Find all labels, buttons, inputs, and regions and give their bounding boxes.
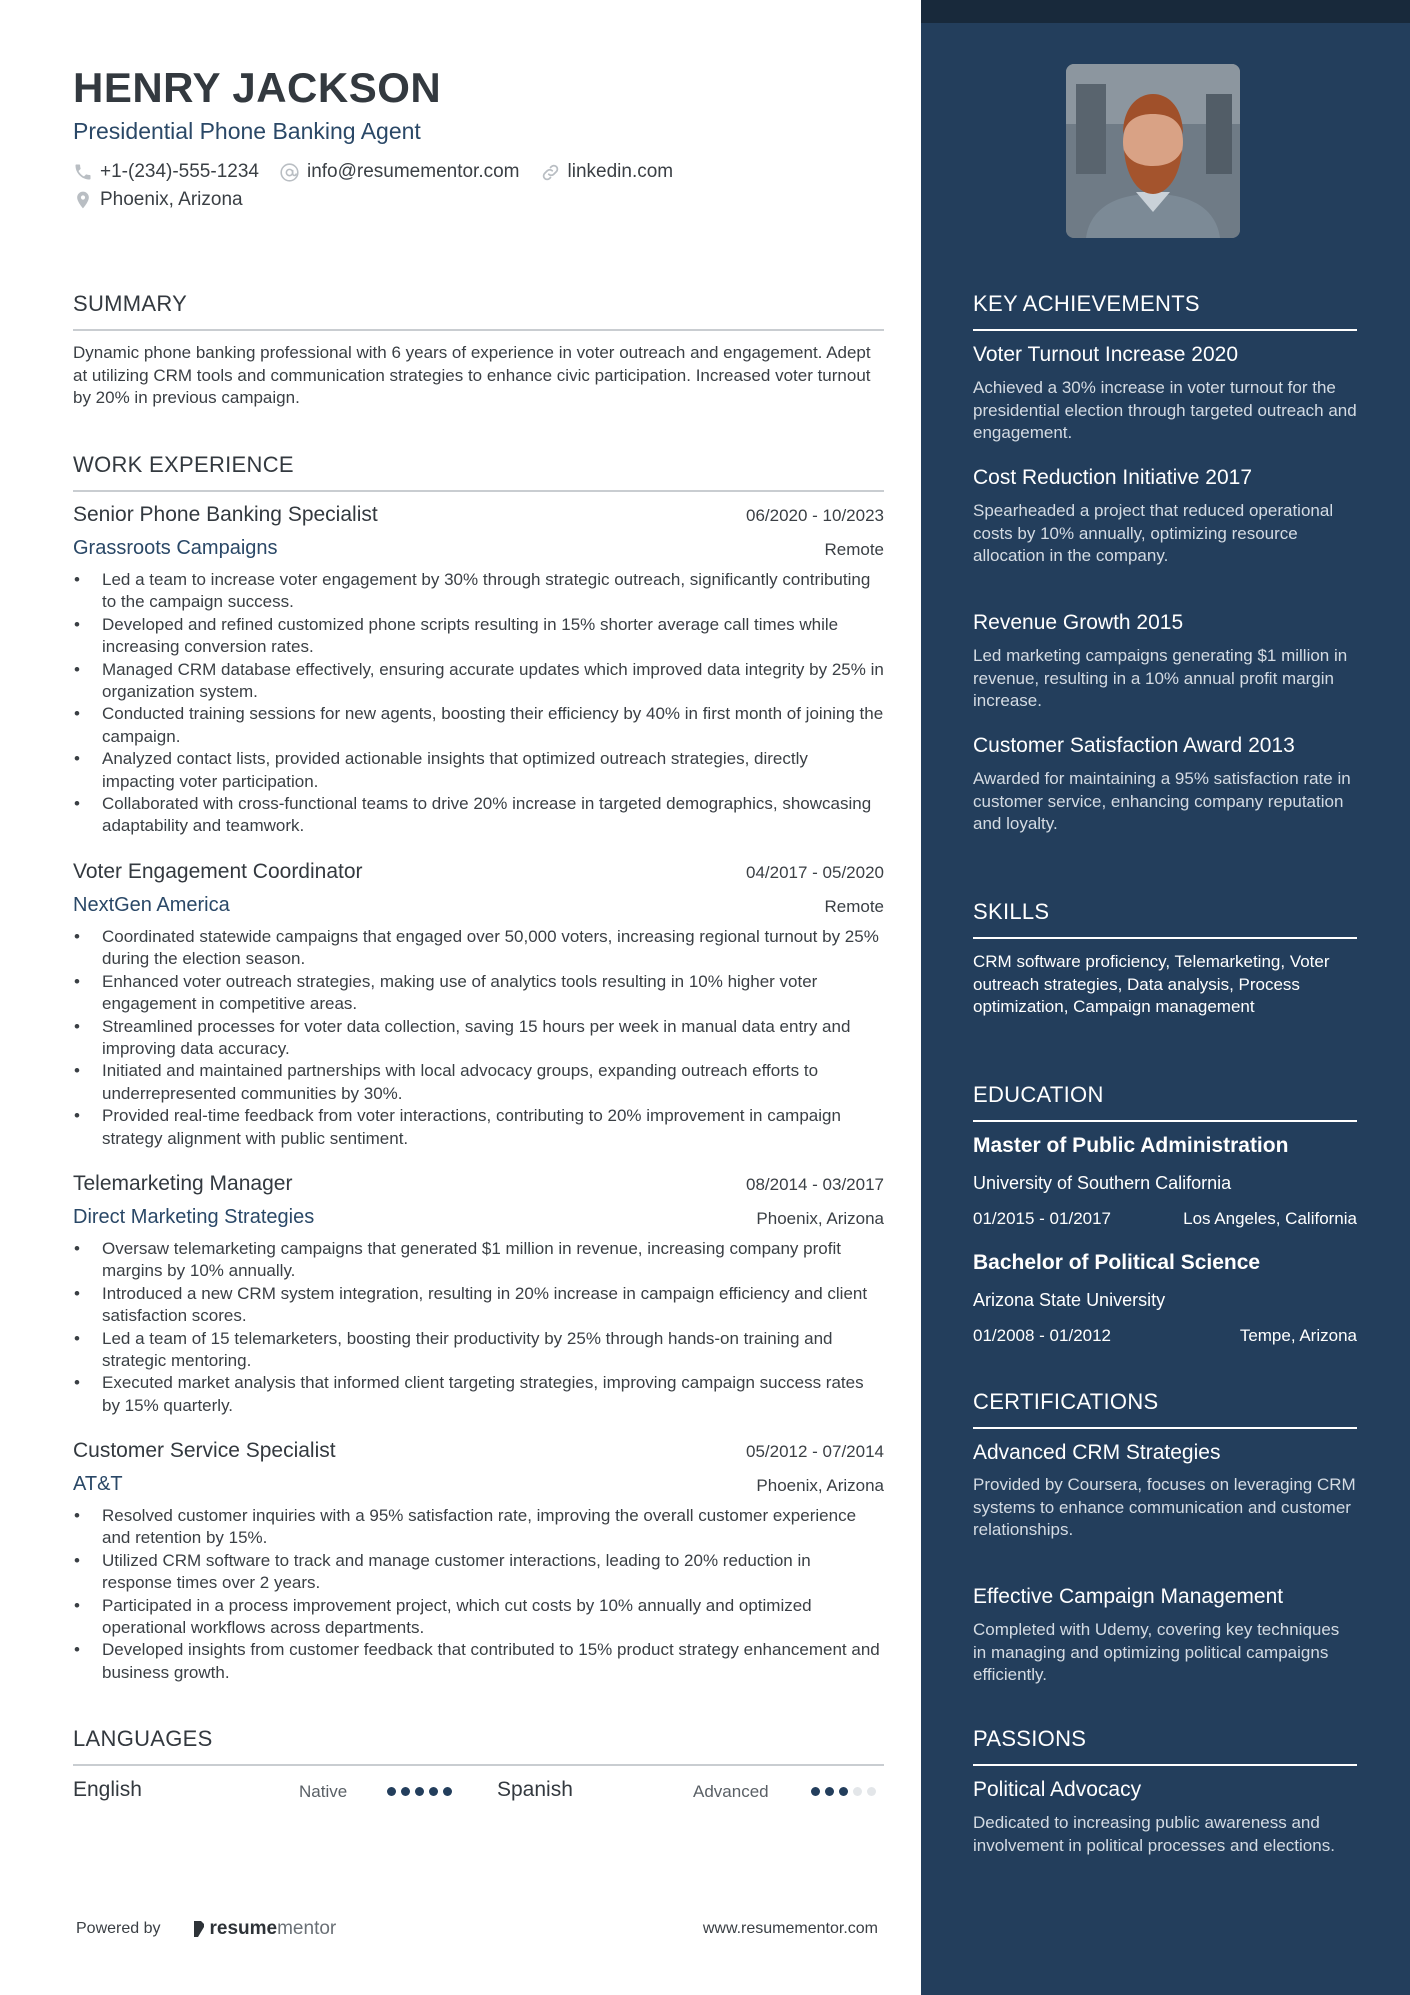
education-heading [973,1082,1357,1108]
job-company: Grassroots Campaigns [73,537,278,559]
education-school: Arizona State University [973,1290,1166,1310]
rating-dot [811,1787,820,1796]
languages-heading [73,1726,884,1752]
job-title: Senior Phone Banking Specialist [73,503,378,526]
list-item: • Provided real-time feedback from voter interactions, contributing to 20% improvement in campaign strategy alignment with public sentiment. [73,1105,884,1150]
candidate-title: Presidential Phone Banking Agent [73,118,421,144]
passions-heading-text: PASSIONS [973,1726,1087,1751]
list-item: • Collaborated with cross-functional teams to drive 20% increase in targeted demographics, showcasing adaptability and teamwork. [73,793,884,838]
achievements-heading [973,291,1357,317]
rating-dot [415,1787,424,1796]
job-company: NextGen America [73,894,230,916]
person-portrait-icon [1066,64,1240,238]
certification-title: Effective Campaign Management [973,1585,1284,1608]
job-title: Voter Engagement Coordinator [73,860,363,883]
contact-email[interactable] [279,161,520,183]
job-entry [73,1439,884,1684]
achievement-title: Cost Reduction Initiative 2017 [973,466,1252,489]
footer-website[interactable]: www.resumementor.com [702,1920,878,1937]
experience-heading-text: WORK EXPERIENCE [73,452,294,477]
rating-dot [853,1787,862,1796]
achievement-title: Voter Turnout Increase 2020 [973,343,1239,366]
list-item: • Managed CRM database effectively, ensuring accurate updates which improved data integrity by 25% in organization system. [73,659,884,704]
resumementor-logo[interactable] [191,1918,337,1940]
phone-text: +1-(234)-555-1234 [100,161,259,182]
education-heading-text: EDUCATION [973,1082,1104,1107]
job-dates: 04/2017 - 05/2020 [745,863,884,882]
certifications-heading-text: CERTIFICATIONS [973,1389,1159,1414]
contact-row [73,161,693,183]
language-rating [811,1787,881,1796]
job-company: AT&T [73,1473,123,1495]
location-text: Phoenix, Arizona [100,189,243,210]
summary-heading [73,291,884,317]
divider [973,1764,1357,1766]
summary-text: Dynamic phone banking professional with 6 years of experience in voter outreach and engagement. Adept at utilizing CRM tools and communication strategies to enhance civic participation. Increased voter turnout by 20% in previous campaign. [73,343,871,407]
job-entry [73,503,884,838]
passion-title: Political Advocacy [973,1778,1142,1801]
rating-dot [867,1787,876,1796]
rating-dot [387,1787,396,1796]
experience-heading [73,452,884,478]
logo-text-bold: resume [209,1918,278,1939]
candidate-name: HENRY JACKSON [73,64,442,111]
passions-heading [973,1726,1357,1752]
achievement-text: Spearheaded a project that reduced operational costs by 10% annually, optimizing resource allocation in the company. [973,501,1334,565]
rating-dot [839,1787,848,1796]
link-icon [540,162,561,183]
contact-row-2 [73,189,263,211]
list-item: • Enhanced voter outreach strategies, making use of analytics tools resulting in 10% higher voter engagement in competitive areas. [73,971,884,1016]
rating-dot [825,1787,834,1796]
list-item: • Streamlined processes for voter data collection, saving 15 hours per week in manual data entry and improving data accuracy. [73,1016,884,1061]
phone-icon [73,162,93,182]
certification-text: Provided by Coursera, focuses on leveraging CRM systems to enhance communication and customer relationships. [973,1475,1356,1539]
divider [973,1427,1357,1429]
job-location: Phoenix, Arizona [756,1209,884,1228]
linkedin-text: linkedin.com [567,161,674,182]
languages-heading-text: LANGUAGES [73,1726,213,1751]
list-item: • Executed market analysis that informed client targeting strategies, improving campaign success rates by 15% quarterly. [73,1372,884,1417]
job-header [73,860,884,890]
certification-title: Advanced CRM Strategies [973,1441,1221,1464]
achievement-title: Revenue Growth 2015 [973,611,1184,634]
education-school: University of Southern California [973,1173,1232,1193]
list-item: • Led a team of 15 telemarketers, boosting their productivity by 25% through hands-on training and strategic mentoring. [73,1328,884,1373]
education-degree: Master of Public Administration [973,1134,1289,1157]
summary-heading-text: SUMMARY [73,291,188,316]
list-item: • Led a team to increase voter engagement by 30% through strategic outreach, significantly contributing to the campaign success. [73,569,884,614]
language-name: Spanish [497,1778,573,1801]
divider [73,1764,884,1766]
list-item: • Developed insights from customer feedback that contributed to 15% product strategy enhancement and business growth. [73,1639,884,1684]
logo-text-light: mentor [277,1918,337,1939]
job-entry [73,1172,884,1417]
language-level: Advanced [693,1782,769,1801]
certifications-heading [973,1389,1357,1415]
contact-linkedin[interactable] [540,161,674,183]
contact-phone[interactable] [73,161,259,183]
job-header [73,1439,884,1469]
divider [973,329,1357,331]
job-dates: 08/2014 - 03/2017 [745,1175,884,1194]
rating-dot [401,1787,410,1796]
divider [973,1120,1357,1122]
job-dates: 05/2012 - 07/2014 [745,1442,884,1461]
list-item: • Oversaw telemarketing campaigns that generated $1 million in revenue, increasing company profit margins by 10% annually. [73,1238,884,1283]
list-item: • Coordinated statewide campaigns that engaged over 50,000 voters, increasing regional turnout by 25% during the election season. [73,926,884,971]
language-rating [387,1787,457,1796]
achievement-text: Achieved a 30% increase in voter turnout for the presidential election through targeted outreach and engagement. [973,378,1357,442]
language-level: Native [299,1782,348,1801]
contact-location [73,189,243,211]
at-icon [279,162,300,183]
job-entry [73,860,884,1150]
list-item: • Initiated and maintained partnerships with local advocacy groups, expanding outreach efforts to underrepresented communities by 30%. [73,1060,884,1105]
job-dates: 06/2020 - 10/2023 [745,506,884,525]
list-item: • Introduced a new CRM system integration, resulting in 20% increase in campaign efficiency and client satisfaction scores. [73,1283,884,1328]
certification-text: Completed with Udemy, covering key techniques in managing and optimizing political campaigns efficiently. [973,1620,1340,1684]
achievement-text: Led marketing campaigns generating $1 million in revenue, resulting in a 10% annual profit margin increase. [973,646,1348,710]
achievement-text: Awarded for maintaining a 95% satisfaction rate in customer service, enhancing company reputation and loyalty. [973,769,1351,833]
list-item: • Utilized CRM software to track and manage customer interactions, leading to 20% reduction in response times over 2 years. [73,1550,884,1595]
education-dates: 01/2015 - 01/2017 [973,1209,1112,1228]
job-company: Direct Marketing Strategies [73,1206,315,1228]
list-item: • Developed and refined customized phone scripts resulting in 15% shorter average call times while increasing conversion rates. [73,614,884,659]
powered-by-text: Powered by [76,1920,161,1937]
skills-heading-text: SKILLS [973,899,1050,924]
job-subheader [73,894,884,922]
education-location: Tempe, Arizona [1239,1326,1357,1345]
footer-powered [76,1918,336,1940]
language-name: English [73,1778,142,1801]
passion-text: Dedicated to increasing public awareness and involvement in political processes and elections. [973,1813,1335,1855]
education-location: Los Angeles, California [1183,1209,1357,1228]
list-item: • Resolved customer inquiries with a 95% satisfaction rate, improving the overall customer experience and retention by 15%. [73,1505,884,1550]
email-text: info@resumementor.com [306,161,520,182]
job-title: Customer Service Specialist [73,1439,336,1462]
divider [973,937,1357,939]
job-subheader [73,1206,884,1234]
list-item: • Analyzed contact lists, provided actionable insights that optimized outreach strategies, directly impacting voter participation. [73,748,884,793]
logo-mark-icon [191,1919,207,1939]
job-location: Remote [824,540,884,559]
divider [73,490,884,492]
job-location: Remote [824,897,884,916]
job-bullets [73,926,884,1150]
education-dates: 01/2008 - 01/2012 [973,1326,1112,1345]
job-header [73,503,884,533]
job-subheader [73,1473,884,1501]
job-bullets [73,1238,884,1417]
job-header [73,1172,884,1202]
skills-text: CRM software proficiency, Telemarketing, Voter outreach strategies, Data analysis, Process optimization, Campaign management [973,952,1330,1016]
job-bullets [73,1505,884,1684]
list-item: • Participated in a process improvement project, which cut costs by 10% annually and optimized operational workflows across departments. [73,1595,884,1640]
job-bullets [73,569,884,838]
job-title: Telemarketing Manager [73,1172,293,1195]
sidebar-topbar [921,0,1410,23]
achievement-title: Customer Satisfaction Award 2013 [973,734,1295,757]
education-degree: Bachelor of Political Science [973,1251,1261,1274]
profile-photo [1066,64,1240,238]
skills-heading [973,899,1357,925]
rating-dot [443,1787,452,1796]
job-subheader [73,537,884,565]
location-pin-icon [73,190,93,210]
rating-dot [429,1787,438,1796]
job-location: Phoenix, Arizona [756,1476,884,1495]
sidebar [921,0,1410,1995]
list-item: • Conducted training sessions for new agents, boosting their efficiency by 40% in first month of joining the campaign. [73,703,884,748]
divider [73,329,884,331]
achievements-heading-text: KEY ACHIEVEMENTS [973,291,1200,316]
